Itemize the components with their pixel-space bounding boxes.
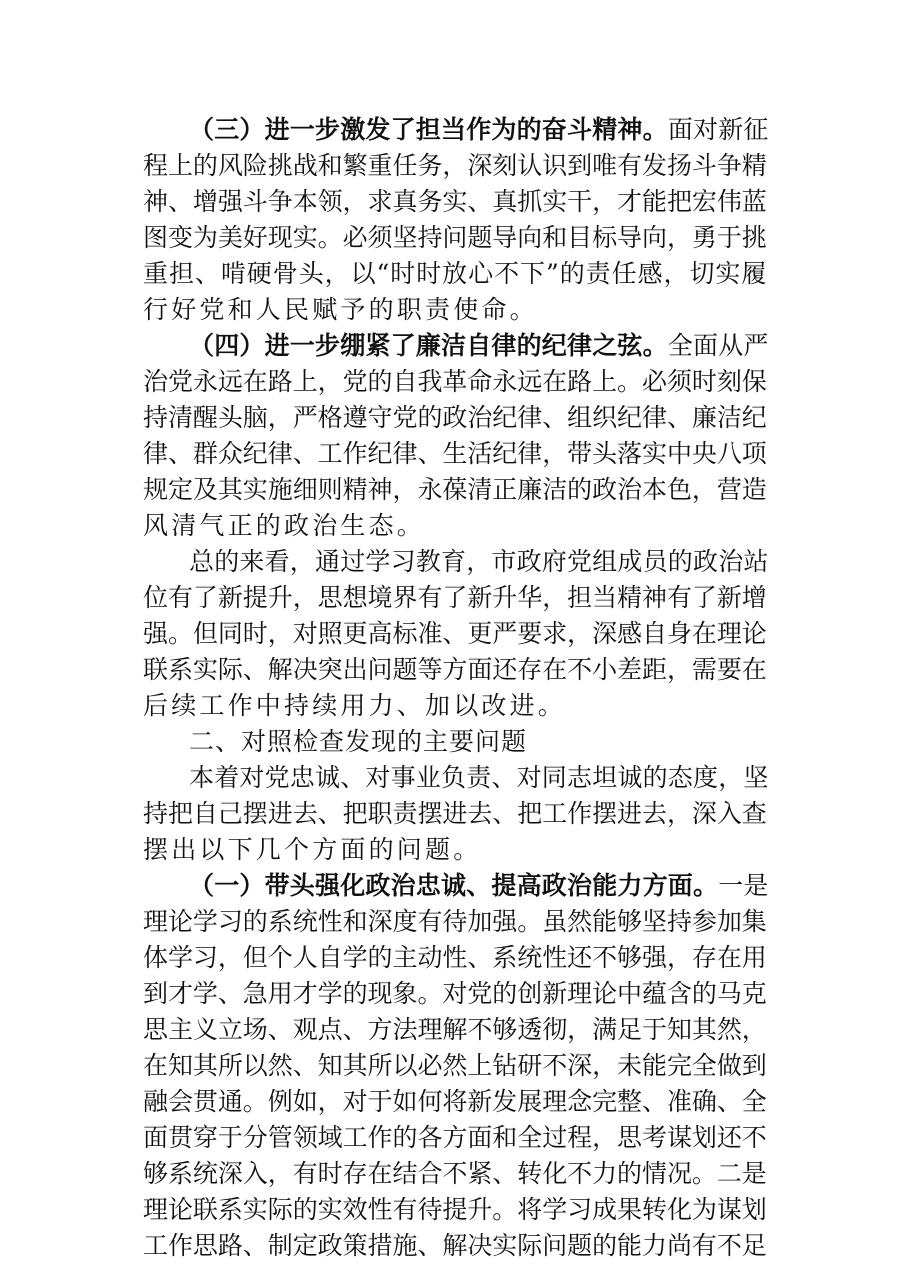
para4-line-1 bbox=[189, 328, 769, 364]
para3-line-4: 图变为美好现实。必须坚持问题导向和目标导向，勇于挑 bbox=[143, 223, 767, 252]
issue1-line-5: 思主义立场、观点、方法理解不够透彻，满足于知其然， bbox=[143, 1015, 767, 1044]
issue1-line-11: 工作思路、制定政策措施、解决实际问题的能力尚有不足 bbox=[143, 1231, 767, 1260]
para4-line-3: 持清醒头脑，严格遵守党的政治纪律、组织纪律、廉洁纪 bbox=[143, 403, 767, 432]
issue1-line-1 bbox=[189, 868, 769, 904]
issue1-line-7: 融会贯通。例如，对于如何将新发展理念完整、准确、全 bbox=[143, 1087, 767, 1116]
para4-line-5: 规定及其实施细则精神，永葆清正廉洁的政治本色，营造 bbox=[143, 475, 767, 504]
para4-line-2: 治党永远在路上，党的自我革命永远在路上。必须时刻保 bbox=[143, 367, 767, 396]
summary-line-4: 联系实际、解决突出问题等方面还存在不小差距，需要在 bbox=[143, 655, 767, 684]
section-heading: 二、对照检查发现的主要问题 bbox=[189, 727, 528, 756]
para4-line-6: 风清气正的政治生态。 bbox=[143, 511, 426, 540]
issue1-line-8: 面贯穿于分管领域工作的各方面和全过程，思考谋划还不 bbox=[143, 1123, 767, 1152]
issue1-line-4: 到才学、急用才学的现象。对党的创新理论中蕴含的马克 bbox=[143, 979, 767, 1008]
para3-heading: （三）进一步激发了担当作为的奋斗精神。 bbox=[189, 115, 668, 144]
issue1-line-10: 理论联系实际的实效性有待提升。将学习成果转化为谋划 bbox=[143, 1195, 767, 1224]
para4-line-4: 律、群众纪律、工作纪律、生活纪律，带头落实中央八项 bbox=[143, 439, 767, 468]
issue1-line-2: 理论学习的系统性和深度有待加强。虽然能够坚持参加集 bbox=[143, 907, 767, 936]
intro-line-2: 持把自己摆进去、把职责摆进去、把工作摆进去，深入查 bbox=[143, 799, 767, 828]
para4-text: 全面从严 bbox=[667, 331, 769, 360]
issue1-line-9: 够系统深入，有时存在结合不紧、转化不力的情况。二是 bbox=[143, 1159, 767, 1188]
intro-line-3: 摆出以下几个方面的问题。 bbox=[143, 835, 482, 864]
para4-heading: （四）进一步绷紧了廉洁自律的纪律之弦。 bbox=[189, 331, 668, 360]
para3-line-3: 神、增强斗争本领，求真务实、真抓实干，才能把宏伟蓝 bbox=[143, 187, 767, 216]
para3-text: 面对新征 bbox=[667, 115, 769, 144]
para3-line-1 bbox=[189, 112, 769, 148]
issue1-line-3: 体学习，但个人自学的主动性、系统性还不够强，存在用 bbox=[143, 943, 767, 972]
para3-line-6: 行好党和人民赋予的职责使命。 bbox=[143, 295, 538, 324]
para3-line-2: 程上的风险挑战和繁重任务，深刻认识到唯有发扬斗争精 bbox=[143, 151, 767, 180]
summary-line-3: 强。但同时，对照更高标准、更严要求，深感自身在理论 bbox=[143, 619, 767, 648]
issue1-text: 一是 bbox=[718, 871, 769, 900]
summary-line-2: 位有了新提升，思想境界有了新升华，担当精神有了新增 bbox=[143, 583, 767, 612]
summary-line-1: 总的来看，通过学习教育，市政府党组成员的政治站 bbox=[189, 547, 769, 576]
issue1-line-6: 在知其所以然、知其所以必然上钻研不深，未能完全做到 bbox=[143, 1051, 767, 1080]
para3-line-5: 重担、啃硬骨头，以“时时放心不下”的责任感，切实履 bbox=[143, 259, 768, 288]
issue1-heading: （一）带头强化政治忠诚、提高政治能力方面。 bbox=[189, 871, 719, 900]
summary-line-5: 后续工作中持续用力、加以改进。 bbox=[143, 691, 567, 720]
intro-line-1: 本着对党忠诚、对事业负责、对同志坦诚的态度，坚 bbox=[189, 763, 769, 792]
